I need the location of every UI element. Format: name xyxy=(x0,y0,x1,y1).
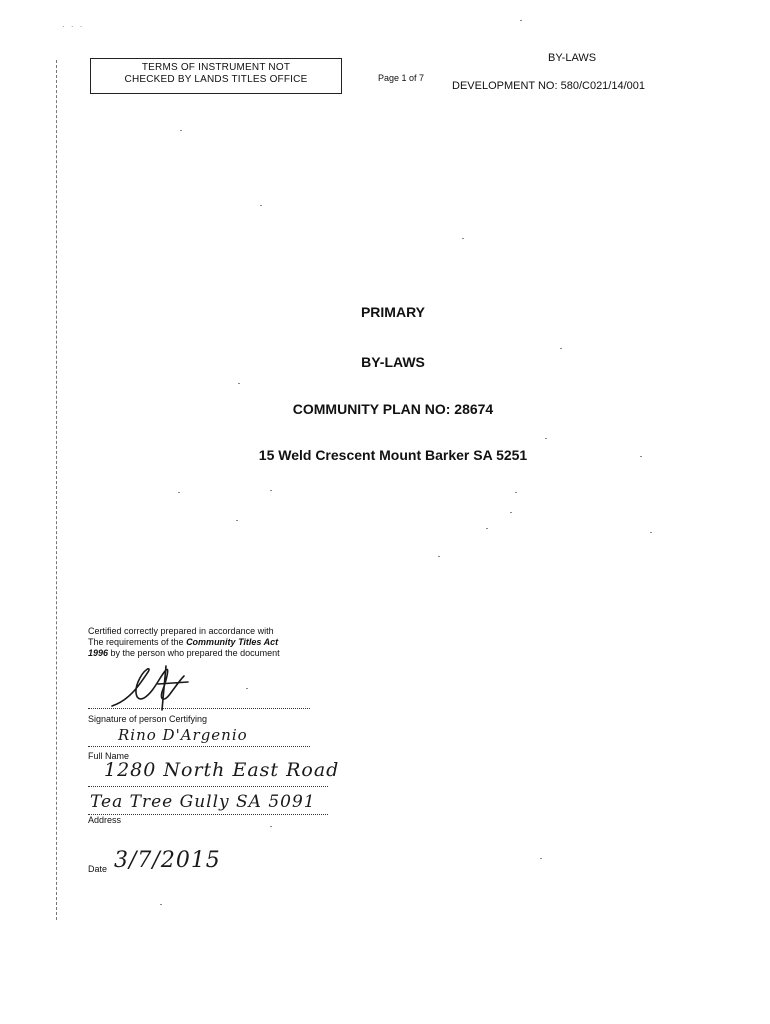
address-line-1 xyxy=(88,786,328,787)
scan-speck xyxy=(160,904,162,905)
cert-line-3 xyxy=(88,648,358,659)
scan-speck xyxy=(246,688,248,689)
scan-speck xyxy=(520,20,522,21)
header-bylaws-label: BY-LAWS xyxy=(548,52,597,64)
scan-speck xyxy=(486,528,488,529)
scan-speck xyxy=(560,348,562,349)
address-line-2 xyxy=(88,814,328,815)
scan-speck xyxy=(640,456,642,457)
full-name-line xyxy=(88,746,310,747)
scan-speck xyxy=(515,492,517,493)
title-primary: PRIMARY xyxy=(360,304,426,320)
certification-statement xyxy=(88,626,358,659)
address-line-1-handwritten: 1280 North East Road xyxy=(104,759,340,781)
cert-line-2 xyxy=(88,637,358,648)
title-bylaws: BY-LAWS xyxy=(361,354,425,370)
property-address: 15 Weld Crescent Mount Barker SA 5251 xyxy=(258,447,528,463)
cert-line-3-rest: by the person who prepared the document xyxy=(108,648,280,658)
scan-speck xyxy=(236,520,238,521)
page-number: Page 1 of 7 xyxy=(378,73,425,83)
scan-margin-line xyxy=(56,60,57,920)
scan-mark: · · · xyxy=(62,22,85,31)
date-label: Date xyxy=(88,864,108,874)
handwritten-signature xyxy=(100,662,210,712)
scan-speck xyxy=(270,826,272,827)
scan-speck xyxy=(545,438,547,439)
act-name: Community Titles Act xyxy=(186,637,279,647)
community-plan-number: COMMUNITY PLAN NO: 28674 xyxy=(292,401,494,417)
address-line-2-handwritten: Tea Tree Gully SA 5091 xyxy=(90,792,316,812)
scan-speck xyxy=(462,238,464,239)
cert-line-1: Certified correctly prepared in accordance with xyxy=(88,626,274,636)
scan-speck xyxy=(178,492,180,493)
scan-speck xyxy=(540,858,542,859)
full-name-label: Full Name xyxy=(88,751,130,761)
development-number: DEVELOPMENT NO: 580/C021/14/001 xyxy=(452,80,646,92)
full-name-handwritten: Rino D'Argenio xyxy=(118,726,248,744)
scan-speck xyxy=(438,556,440,557)
scan-speck xyxy=(260,205,262,206)
stamp-line-2: CHECKED BY LANDS TITLES OFFICE xyxy=(124,74,308,85)
scan-speck xyxy=(180,130,182,131)
signature-label: Signature of person Certifying xyxy=(88,714,208,724)
scan-speck xyxy=(270,490,272,491)
scan-speck xyxy=(238,383,240,384)
signature-line xyxy=(88,708,310,709)
cert-line-2-prefix: The requirements of the xyxy=(88,637,187,647)
stamp-line-1: TERMS OF INSTRUMENT NOT xyxy=(141,62,291,73)
lands-titles-stamp xyxy=(90,58,342,94)
scan-speck xyxy=(650,532,652,533)
act-year: 1996 xyxy=(88,648,109,658)
scan-speck xyxy=(510,512,512,513)
date-handwritten: 3/7/2015 xyxy=(114,848,221,873)
address-label: Address xyxy=(88,815,122,825)
